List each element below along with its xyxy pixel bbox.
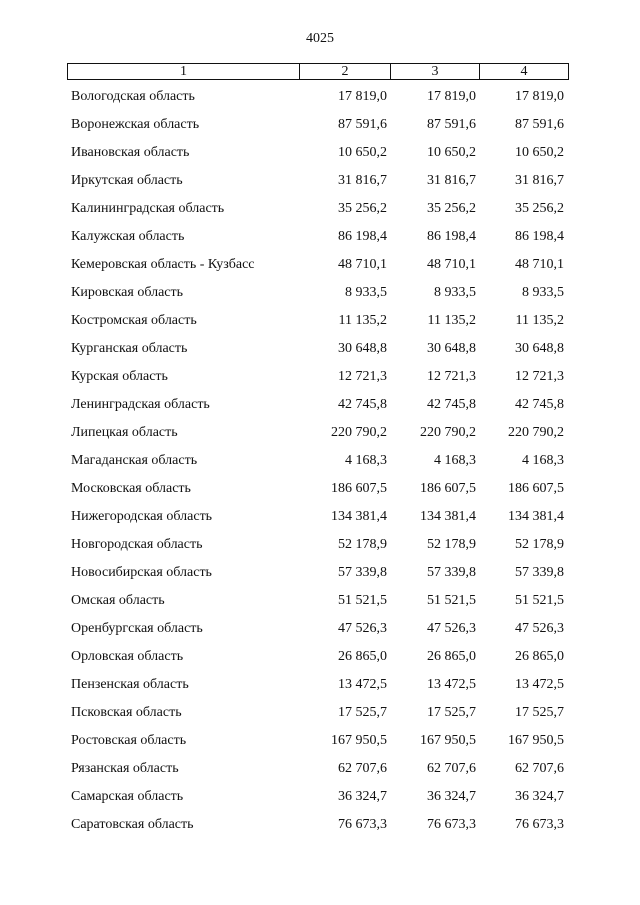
value-cell-col3: 35 256,2 [427, 201, 476, 216]
value-cell-col3: 17 525,7 [427, 705, 476, 720]
value-cell-col2: 47 526,3 [338, 621, 387, 636]
value-cell-col4: 11 135,2 [515, 313, 564, 328]
table-row [67, 226, 569, 254]
table-row [67, 394, 569, 422]
region-name-cell: Иркутская область [71, 173, 183, 188]
table-row [67, 702, 569, 730]
value-cell-col2: 42 745,8 [338, 397, 387, 412]
value-cell-col4: 35 256,2 [515, 201, 564, 216]
value-cell-col4: 134 381,4 [508, 509, 564, 524]
value-cell-col2: 4 168,3 [345, 453, 387, 468]
table-row [67, 506, 569, 534]
table-row [67, 814, 569, 842]
value-cell-col3: 17 819,0 [427, 89, 476, 104]
table-row [67, 730, 569, 758]
region-name-cell: Курганская область [71, 341, 188, 356]
value-cell-col2: 8 933,5 [345, 285, 387, 300]
page-number: 4025 [306, 31, 334, 46]
table-row [67, 254, 569, 282]
region-name-cell: Рязанская область [71, 761, 179, 776]
region-name-cell: Курская область [71, 369, 168, 384]
value-cell-col3: 26 865,0 [427, 649, 476, 664]
value-cell-col4: 62 707,6 [515, 761, 564, 776]
value-cell-col3: 87 591,6 [427, 117, 476, 132]
value-cell-col4: 220 790,2 [508, 425, 564, 440]
value-cell-col3: 51 521,5 [427, 593, 476, 608]
table-row [67, 198, 569, 226]
table-body [67, 86, 569, 842]
value-cell-col4: 13 472,5 [515, 677, 564, 692]
value-cell-col2: 186 607,5 [331, 481, 387, 496]
value-cell-col3: 186 607,5 [420, 481, 476, 496]
value-cell-col2: 35 256,2 [338, 201, 387, 216]
table-row [67, 786, 569, 814]
region-name-cell: Саратовская область [71, 817, 194, 832]
value-cell-col4: 52 178,9 [515, 537, 564, 552]
value-cell-col2: 13 472,5 [338, 677, 387, 692]
value-cell-col4: 30 648,8 [515, 341, 564, 356]
column-header-4: 4 [520, 64, 528, 79]
value-cell-col3: 8 933,5 [434, 285, 476, 300]
value-cell-col3: 13 472,5 [427, 677, 476, 692]
table-row [67, 366, 569, 394]
value-cell-col4: 31 816,7 [515, 173, 564, 188]
region-name-cell: Новосибирская область [71, 565, 212, 580]
column-header-1: 1 [68, 64, 300, 79]
region-name-cell: Костромская область [71, 313, 197, 328]
value-cell-col4: 76 673,3 [515, 817, 564, 832]
value-cell-col4: 26 865,0 [515, 649, 564, 664]
table-row [67, 86, 569, 114]
column-header-3: 3 [391, 64, 480, 79]
value-cell-col2: 30 648,8 [338, 341, 387, 356]
value-cell-col3: 36 324,7 [427, 789, 476, 804]
table-row [67, 338, 569, 366]
value-cell-col4: 10 650,2 [515, 145, 564, 160]
value-cell-col2: 10 650,2 [338, 145, 387, 160]
value-cell-col3: 48 710,1 [427, 257, 476, 272]
value-cell-col3: 134 381,4 [420, 509, 476, 524]
value-cell-col4: 86 198,4 [515, 229, 564, 244]
table-row [67, 450, 569, 478]
value-cell-col3: 57 339,8 [427, 565, 476, 580]
value-cell-col3: 11 135,2 [427, 313, 476, 328]
region-name-cell: Калужская область [71, 229, 185, 244]
value-cell-col2: 62 707,6 [338, 761, 387, 776]
region-name-cell: Пензенская область [71, 677, 189, 692]
value-cell-col3: 30 648,8 [427, 341, 476, 356]
table-row [67, 646, 569, 674]
value-cell-col3: 86 198,4 [427, 229, 476, 244]
value-cell-col4: 17 819,0 [515, 89, 564, 104]
region-name-cell: Оренбургская область [71, 621, 203, 636]
value-cell-col4: 51 521,5 [515, 593, 564, 608]
table-row [67, 170, 569, 198]
value-cell-col4: 4 168,3 [522, 453, 564, 468]
table-header [67, 63, 569, 80]
region-name-cell: Московская область [71, 481, 191, 496]
value-cell-col4: 186 607,5 [508, 481, 564, 496]
value-cell-col3: 62 707,6 [427, 761, 476, 776]
value-cell-col3: 76 673,3 [427, 817, 476, 832]
value-cell-col3: 220 790,2 [420, 425, 476, 440]
table-row [67, 562, 569, 590]
table-row [67, 422, 569, 450]
region-name-cell: Вологодская область [71, 89, 195, 104]
table-row [67, 142, 569, 170]
value-cell-col2: 51 521,5 [338, 593, 387, 608]
value-cell-col3: 42 745,8 [427, 397, 476, 412]
value-cell-col4: 12 721,3 [515, 369, 564, 384]
region-name-cell: Новгородская область [71, 537, 203, 552]
region-name-cell: Омская область [71, 593, 165, 608]
region-name-cell: Псковская область [71, 705, 182, 720]
value-cell-col4: 42 745,8 [515, 397, 564, 412]
value-cell-col2: 17 819,0 [338, 89, 387, 104]
value-cell-col2: 11 135,2 [338, 313, 387, 328]
region-name-cell: Кемеровская область - Кузбасс [71, 257, 255, 272]
region-name-cell: Ленинградская область [71, 397, 210, 412]
value-cell-col4: 36 324,7 [515, 789, 564, 804]
value-cell-col2: 48 710,1 [338, 257, 387, 272]
region-name-cell: Магаданская область [71, 453, 198, 468]
value-cell-col2: 76 673,3 [338, 817, 387, 832]
region-name-cell: Нижегородская область [71, 509, 213, 524]
table-row [67, 590, 569, 618]
value-cell-col4: 57 339,8 [515, 565, 564, 580]
value-cell-col2: 26 865,0 [338, 649, 387, 664]
table-row [67, 478, 569, 506]
value-cell-col2: 31 816,7 [338, 173, 387, 188]
value-cell-col4: 167 950,5 [508, 733, 564, 748]
table-row [67, 674, 569, 702]
table-row [67, 114, 569, 142]
region-name-cell: Кировская область [71, 285, 184, 300]
region-name-cell: Ростовская область [71, 733, 187, 748]
table-row [67, 310, 569, 338]
value-cell-col3: 12 721,3 [427, 369, 476, 384]
region-name-cell: Ивановская область [71, 145, 190, 160]
value-cell-col2: 86 198,4 [338, 229, 387, 244]
value-cell-col2: 52 178,9 [338, 537, 387, 552]
value-cell-col3: 52 178,9 [427, 537, 476, 552]
region-name-cell: Липецкая область [71, 425, 178, 440]
table-row [67, 282, 569, 310]
value-cell-col3: 47 526,3 [427, 621, 476, 636]
value-cell-col2: 134 381,4 [331, 509, 387, 524]
region-name-cell: Самарская область [71, 789, 184, 804]
value-cell-col3: 31 816,7 [427, 173, 476, 188]
value-cell-col4: 48 710,1 [515, 257, 564, 272]
value-cell-col2: 12 721,3 [338, 369, 387, 384]
region-name-cell: Воронежская область [71, 117, 200, 132]
table-row [67, 534, 569, 562]
value-cell-col4: 8 933,5 [522, 285, 564, 300]
value-cell-col2: 17 525,7 [338, 705, 387, 720]
region-name-cell: Орловская область [71, 649, 184, 664]
value-cell-col2: 36 324,7 [338, 789, 387, 804]
value-cell-col4: 47 526,3 [515, 621, 564, 636]
region-name-cell: Калининградская область [71, 201, 225, 216]
column-header-2: 2 [300, 64, 391, 79]
value-cell-col3: 167 950,5 [420, 733, 476, 748]
value-cell-col2: 167 950,5 [331, 733, 387, 748]
value-cell-col2: 57 339,8 [338, 565, 387, 580]
table-row [67, 618, 569, 646]
value-cell-col4: 87 591,6 [515, 117, 564, 132]
value-cell-col4: 17 525,7 [515, 705, 564, 720]
table-row [67, 758, 569, 786]
value-cell-col3: 10 650,2 [427, 145, 476, 160]
value-cell-col3: 4 168,3 [434, 453, 476, 468]
value-cell-col2: 220 790,2 [331, 425, 387, 440]
value-cell-col2: 87 591,6 [338, 117, 387, 132]
